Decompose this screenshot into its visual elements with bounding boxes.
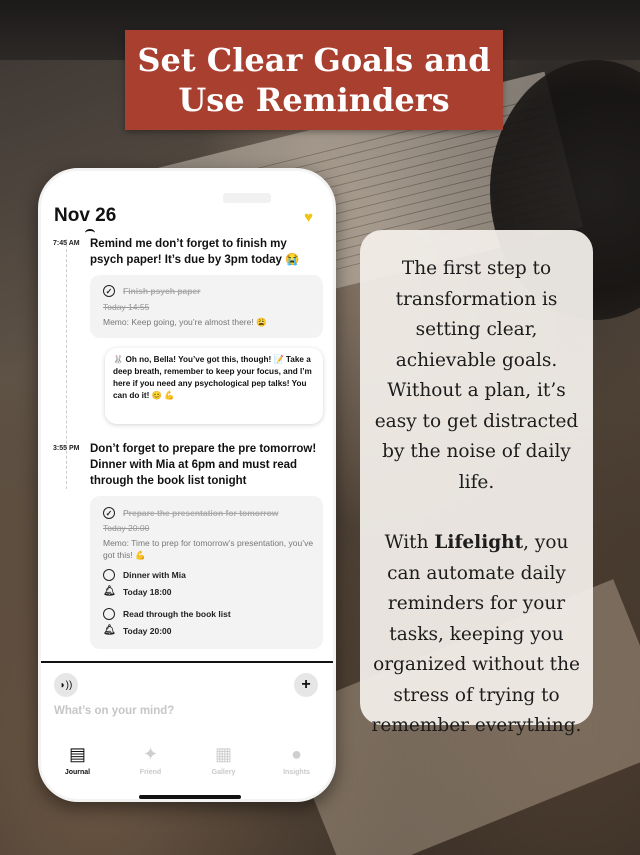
nav-insights[interactable]: [262, 743, 332, 783]
entry-text[interactable]: Remind me don’t forget to finish my psych paper! It’s due by 3pm today 😭: [90, 238, 300, 266]
task-item[interactable]: [103, 507, 278, 519]
task-reminder: [103, 625, 172, 636]
info-paragraph-2-prefix: With: [384, 532, 435, 553]
title-line-2: Use Reminders: [178, 81, 450, 119]
checkmark-icon[interactable]: ✓: [103, 285, 115, 297]
info-paragraph-1: The first step to transformation is setting clear, achievable goals. Without a plan, it’s easy to get distracted by the noise of daily life.: [374, 258, 579, 493]
heart-icon[interactable]: ♥: [304, 209, 313, 226]
bulb-icon: ●: [291, 744, 302, 764]
info-paragraph-2-rest: , you can automate daily reminders for your tasks, keeping you organized without the stress of trying to remember everything.: [371, 532, 582, 736]
journal-icon: ▤: [68, 744, 86, 764]
gallery-icon: ▦: [214, 744, 232, 764]
journal-input[interactable]: What’s on your mind?: [54, 705, 175, 717]
task-item[interactable]: [103, 608, 231, 620]
entry-text[interactable]: Don’t forget to prepare the pre tomorrow! Dinner with Mia at 6pm and must read through the book list tonight: [90, 443, 317, 487]
title-line-1: Set Clear Goals and: [137, 41, 491, 79]
bottom-nav: [41, 743, 333, 783]
task-title: Finish psych paper: [123, 286, 201, 296]
task-time: Today 14:55: [103, 302, 150, 312]
info-card: [360, 230, 593, 736]
unchecked-circle-icon[interactable]: [103, 608, 115, 620]
checkmark-icon[interactable]: ✓: [103, 507, 115, 519]
info-paragraph-2: [370, 528, 583, 742]
journal-date: Nov 26: [54, 205, 117, 226]
phone-mockup: [38, 168, 336, 802]
sparkle-icon: ✦: [142, 744, 159, 764]
nav-label: Insights: [283, 769, 310, 776]
ai-reply-bubble: [105, 348, 323, 424]
task-reminder: [103, 586, 172, 597]
entry-time: 7:45 AM: [53, 240, 80, 247]
task-title: Dinner with Mia: [123, 570, 186, 580]
task-item[interactable]: [103, 569, 186, 581]
task-time: Today 20:00: [123, 625, 172, 636]
task-title: Prepare the presentation for tomorrow: [123, 508, 279, 518]
nav-label: Journal: [64, 769, 91, 776]
nav-label: Gallery: [211, 769, 236, 776]
bell-icon: 🔔︎: [103, 586, 116, 597]
unchecked-circle-icon[interactable]: [103, 569, 115, 581]
ai-reply-text: 🐰 Oh no, Bella! You’ve got this, though! 📝 Take a deep breath, remember to keep your focus, and I’m here if you need any psychological pep talks! You can do it! 😊 💪: [113, 355, 312, 400]
nav-label: Friend: [139, 769, 162, 776]
task-memo: Memo: Keep going, you’re almost there! 😩: [103, 317, 267, 327]
input-divider: [41, 661, 333, 663]
plus-icon: +: [301, 676, 311, 693]
home-indicator: [139, 795, 241, 799]
status-bar: [223, 193, 271, 203]
nav-journal[interactable]: [43, 743, 113, 783]
task-item[interactable]: [103, 285, 200, 297]
bell-icon: 🔔︎: [103, 625, 116, 636]
brand-name: Lifelight: [434, 532, 524, 553]
title-banner: [125, 30, 503, 130]
nav-gallery[interactable]: [189, 743, 259, 783]
task-time: Today 20:00: [103, 523, 150, 533]
task-memo: Memo: Time to prep for tomorrow’s presentation, you’ve got this! 💪: [103, 538, 314, 560]
sound-wave-icon: ◗)): [59, 679, 73, 691]
voice-input-button[interactable]: [54, 673, 78, 697]
task-title: Read through the book list: [123, 609, 231, 619]
nav-friend[interactable]: [116, 743, 186, 783]
task-time: Today 18:00: [123, 586, 172, 597]
entry-time: 3:55 PM: [53, 445, 80, 452]
add-button[interactable]: [294, 673, 318, 697]
